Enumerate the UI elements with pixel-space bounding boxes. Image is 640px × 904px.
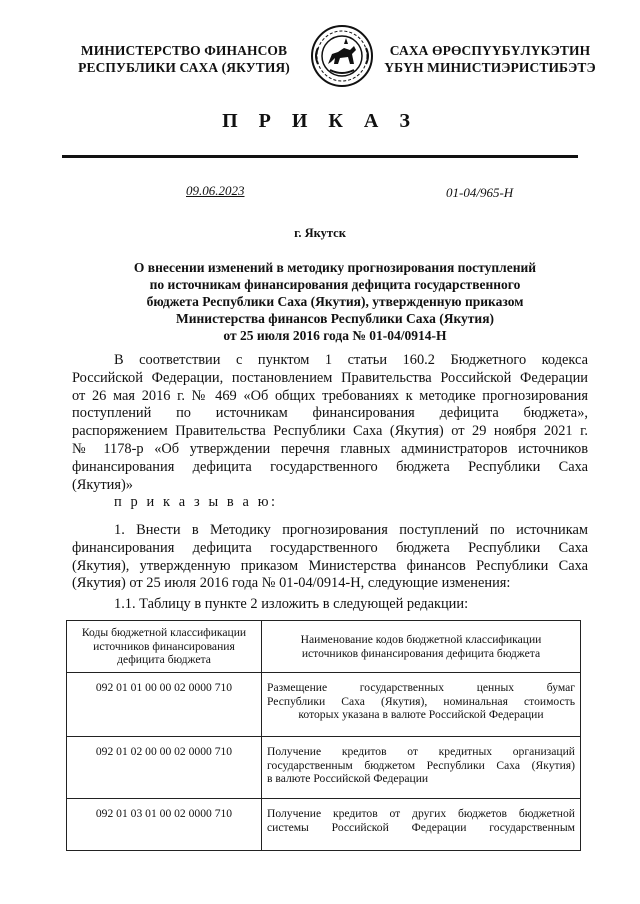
text-line: финансирования дефицита государственного бюджета Республики Саха [72, 458, 588, 475]
text-line: Российской Федерации, постановлением Правительства Российской Федерации [72, 369, 588, 386]
text-line: от 26 мая 2016 г. № 469 «Об общих требованиях к методике прогнозирования [72, 387, 588, 404]
subject-line: от 25 июля 2016 года № 01-04/0914-Н [223, 328, 447, 343]
city: г. Якутск [294, 226, 346, 240]
subject-line: О внесении изменений в методику прогнозирования поступлений [133, 260, 537, 275]
document-type-title: П Р И К А З [222, 110, 418, 132]
preamble-paragraph [72, 352, 588, 494]
header-line: источников финансирования дефицита бюджета [301, 646, 541, 660]
text-line: поступлений по источникам финансирования дефицита бюджета», [72, 405, 588, 422]
order-directive-word: п р и к а з ы в а ю: [114, 494, 278, 510]
subject-line: Министерства финансов Республики Саха (Якутия) [176, 311, 494, 326]
cell-line: Получение кредитов от кредитных организаций [267, 745, 575, 758]
coat-of-arms-emblem-icon [310, 24, 374, 88]
cell-line: Размещение государственных ценных бумаг [267, 681, 575, 694]
table-row [67, 737, 581, 799]
ministry-name-sakha-line2: ҮБҮН МИНИСТИЭРИСТИБЭТЭ [384, 60, 596, 75]
order-date: 09.06.2023 [186, 183, 245, 198]
ministry-name-russian-line1: МИНИСТЕРСТВО ФИНАНСОВ [80, 43, 288, 58]
text-line: (Якутия)» [72, 476, 133, 493]
text-line: № 1178-р «Об утверждении перечня главных администраторов источников [72, 440, 588, 457]
header-divider [62, 155, 578, 158]
item-1-1-paragraph: 1.1. Таблицу в пункте 2 изложить в следующей редакции: [114, 596, 469, 612]
order-subject [100, 259, 570, 344]
text-line: В соответствии с пунктом 1 статьи 160.2 Бюджетного кодекса [114, 352, 588, 368]
table-row [67, 673, 581, 737]
table-cell-code: 092 01 02 00 00 02 0000 710 [67, 737, 262, 799]
header-line: Наименование кодов бюджетной классификации [300, 633, 542, 646]
subject-line: бюджета Республики Саха (Якутия), утвержденную приказом [146, 294, 524, 309]
budget-classification-table [66, 620, 581, 851]
ministry-name-russian-line2: РЕСПУБЛИКИ САХА (ЯКУТИЯ) [78, 60, 290, 75]
cell-line: в валюте Российской Федерации [267, 772, 429, 785]
text-line: (Якутия) от 25 июля 2016 года № 01-04/0914-Н, следующие изменения: [72, 575, 511, 592]
cell-line: Республики Саха (Якутия), номинальная стоимость [267, 694, 575, 708]
header-line: Коды бюджетной классификации [81, 626, 247, 640]
ministry-name-russian [68, 42, 300, 76]
cell-line: государственным бюджетом Республики Саха (Якутия) [267, 758, 575, 772]
table-cell-name [262, 737, 581, 799]
column-header-code [67, 621, 262, 673]
text-line: 1. Внести в Методику прогнозирования поступлений по источникам [114, 522, 588, 538]
text-line: финансирования дефицита государственного бюджета Республики Саха [72, 539, 588, 556]
order-number: 01-04/965-Н [446, 185, 514, 200]
header-line: источников финансирования [93, 639, 235, 653]
ministry-name-sakha [380, 42, 600, 76]
text-line: (Якутия), утвержденную приказом Министерства финансов Республики Саха [72, 557, 588, 574]
text-line: распоряжением Правительства Республики Саха (Якутия) от 29 ноября 2021 г. [72, 423, 588, 440]
cell-line: системы Российской Федерации государственным [267, 820, 575, 834]
header-line: дефицита бюджета [117, 653, 211, 667]
table-cell-code: 092 01 01 00 00 02 0000 710 [67, 673, 262, 737]
table-row [67, 799, 581, 851]
ministry-name-sakha-line1: САХА ӨРӨСПҮҮБҮЛҮКЭТИН [389, 43, 591, 58]
table-cell-name [262, 799, 581, 851]
table-header-row [67, 621, 581, 673]
table-cell-code: 092 01 03 01 00 02 0000 710 [67, 799, 262, 851]
cell-line: которых указана в валюте Российской Федерации [298, 708, 544, 721]
cell-line: Получение кредитов от других бюджетов бюджетной [267, 807, 575, 820]
column-header-name [262, 621, 581, 673]
item-1-paragraph [72, 522, 588, 593]
subject-line: по источникам финансирования дефицита государственного [149, 277, 521, 292]
table-cell-name [262, 673, 581, 737]
